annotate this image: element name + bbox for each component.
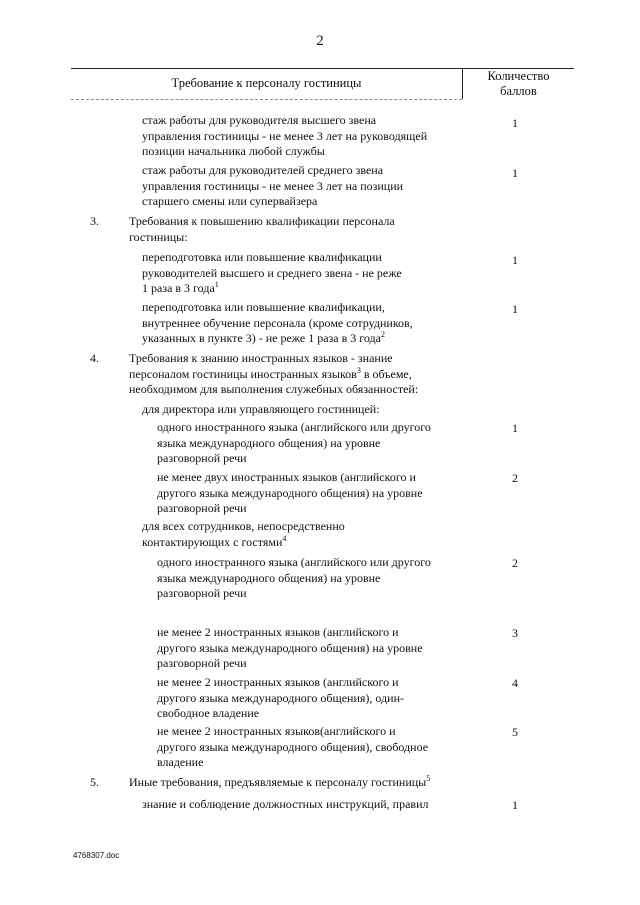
text-line: руководителей высшего и среднего звена - не реже [142,265,402,280]
points-value: 2 [512,471,518,485]
section-text [129,775,430,791]
text-line-body: Иные требования, предъявляемые к персоналу гостиницы [129,775,427,789]
text-line: владение [157,755,204,769]
footnote-ref: 2 [381,330,385,339]
points-value: 1 [512,116,518,130]
text-line: переподготовка или повышение квалификации [142,250,382,264]
text-line: Требования к повышению квалификации персонала [129,214,395,228]
requirement-text [142,163,403,210]
points-value: 1 [512,798,518,812]
requirement-text [157,555,431,602]
section-number: 5. [90,775,99,789]
text-line: не менее 2 иностранных языков(английского и [157,724,396,738]
header-points-line1: Количество [487,69,550,83]
text-line: одного иностранного языка (английского или другого [157,420,431,434]
text-line: другого языка международного общения) на уровне [157,640,423,655]
text-line: разговорной речи [157,586,247,600]
requirement-text [142,300,413,347]
text-line: необходимом для выполнения служебных обязанностей: [129,382,419,396]
text-line: не менее 2 иностранных языков (английского и [157,675,399,689]
text-line: управления гостиницы - не менее 3 лет на позиции [142,178,404,193]
text-line-body: контактирующих с гостями [142,534,283,549]
text-line: другого языка международного общения) на уровне [157,485,423,500]
section-text [129,214,395,245]
footnote-ref: 3 [356,365,361,375]
text-line: управления гостиницы - не менее 3 лет на руководящей [142,128,428,143]
section-text [129,351,418,398]
group-label-text [142,519,345,550]
group-label-text: для директора или управляющего гостиницей: [142,402,380,416]
requirement-text [157,470,423,517]
text-line: другого языка международного общения), свободное [157,739,429,754]
text-line: стаж работы для руководителей среднего звена [142,163,384,177]
text-line: одного иностранного языка (английского или другого [157,555,431,569]
requirement-text [142,797,428,813]
header-points-line2: баллов [500,84,537,98]
text-line-tail: в объеме, [360,366,412,381]
requirement-text [157,625,423,672]
page-number: 2 [316,33,324,49]
text-line-body: персоналом гостиницы иностранных языков [129,366,357,381]
text-line: внутреннее обучение персонала (кроме сотрудников, [142,315,413,330]
section-number: 4. [90,351,99,365]
text-line [142,281,402,297]
text-line: стаж работы для руководителя высшего звена [142,113,377,127]
text-line [142,331,413,347]
text-line: позиции начальника любой службы [142,144,325,158]
text-line: разговорной речи [157,451,247,465]
text-line: гостиницы: [129,229,188,244]
header-requirement: Требование к персоналу гостиницы [171,76,362,90]
text-line: разговорной речи [157,656,247,670]
text-line: старшего смены или супервайзера [142,194,318,208]
section-number: 3. [90,214,99,228]
requirement-text [157,675,404,722]
text-line [129,775,430,791]
text-line: для всех сотрудников, непосредственно [142,519,345,533]
requirement-text [142,113,427,160]
points-value: 5 [512,725,518,739]
text-line: не менее 2 иностранных языков (английского и [157,625,399,639]
footnote-ref: 1 [214,280,219,289]
text-line-body: указанных в пункте 3) - не реже 1 раза в 3 года [142,331,381,345]
text-line: языка международного общения) на уровне [157,435,381,450]
text-line-body: 1 раза в 3 года [142,281,215,295]
points-value: 1 [512,166,518,180]
footer-filename: 4768307.doc [73,851,120,860]
footnote-ref: 4 [282,533,287,543]
requirement-text [157,724,428,771]
text-line: свободное владение [157,706,260,720]
footnote-ref: 5 [426,774,431,783]
text-line: не менее двух иностранных языков (английского и [157,470,416,484]
requirement-text [142,250,402,297]
header-points [463,69,574,99]
text-line [142,535,345,551]
text-line: Требования к знанию иностранных языков - знание [129,351,393,365]
text-line: знание и соблюдение должностных инструкций, правил [142,797,429,811]
text-line: разговорной речи [157,501,247,515]
requirement-text [157,420,431,467]
points-value: 4 [512,676,518,690]
header-rule-bottom [71,99,462,100]
text-line [129,367,418,383]
points-value: 2 [512,556,518,570]
points-value: 1 [512,253,518,267]
points-value: 3 [512,626,518,640]
points-value: 1 [512,302,518,316]
text-line: языка международного общения) на уровне [157,570,381,585]
text-line: другого языка международного общения), один- [157,690,404,705]
points-value: 1 [512,421,518,435]
text-line: переподготовка или повышение квалификации, [142,300,385,314]
